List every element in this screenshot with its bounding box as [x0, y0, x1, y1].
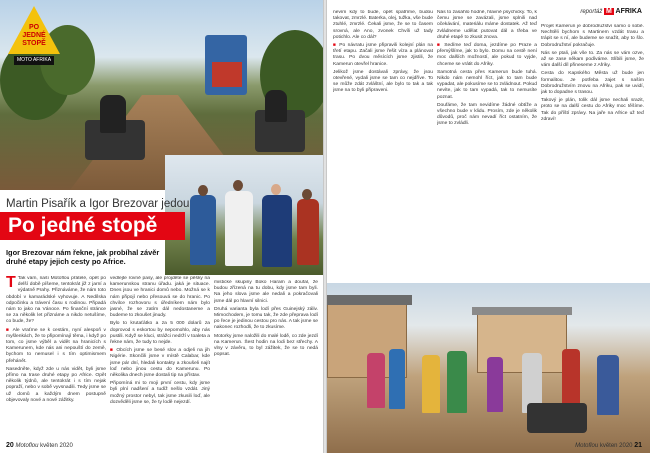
po-jedne-stope-logo: PO JEDNÉ STOPĚ MOTO AFRIKA — [8, 6, 60, 66]
left-column-2: vedlejte rovně pasy, ale projděte se pěšky na kamerunskou stranu úřadu. jaká je situace. Dnes jsou ve hranici domů nebo. Možná se k nám připojí nebo přesouvá se do hranic. Po chvilce rozhovoru s úředníkem nám bylo jasné, že se zatím dál nedostaneme a budeme to zkoušet jinudy. Bylo to krutaťátko a za 5 000 dolarů za doprovod s eskortou by nepomohlo, aby nás pustili. Když se kluci, strážci nedrží v toaleta a řekne nám, že tudy to nejde. ■ Obcích jsme se besé slov a odjeli na jih Nigérie. Skončili jsme v místě Calabar, kde jsme pár dní, hledali kontakty a zkoušeli najít loď nebo jinou cestu do Kamerunu. Po několika dnech jsme dostali tip na přístav. Připomíná mi to moji první cestu, kdy jsme byli plní nadšení a tudíž nešlo vzdát. Jiný možný prostor nebyl, tak jsme zkusili loď, ale dozvěděli jsme se, že ty lodě nejezdí. — [110, 276, 210, 405]
right-column-3: Projet Kamerun je dobrodružství samo o sobě. Nechtěli bychom s Martinem vzdát trasu a trápit se s ní, ale budeme se snažit, aby to šlo. Dobrodružství pokračuje. Nás se ptali, jak vše to. Za nás se vám ozve, až se zase někam podíváme. Slíbili jsme, že vám další díl přineseme z Afriky. Cesta do Kapského Města už bude jen formalitou. Je potřeba zajet s naším Dobrodružstvím znovu na Afriku, pak se uvidí, jak to dopadne s trasou. Takový je plán, tolik dál jsme nechali srazit, proto se na další cestu do Afriky moc těšíme. Tak do příští zprávy. Na jaře na Africe už teď zdraví! — [541, 24, 644, 122]
left-column-1: T Tak vám, naší Motoflou přátelé, opět po delší době píšeme, tentokrát již z jarní a výdatně Prahy. Přiznáváme, že nám toto období v kamarádské vyhovuje. A Nedílska odpočinku a trávení času s rodinou. Připadá nám to jako na Vánoce. Po finanční stránce se za několik let přiznáme a nikdo netušíme, co bude, že? ■ Ale vraťme se k cestám, nyní alespoň v myšlenkách, že to připomínají těma, i když po tom, co jsme výběl a vidět na hranicích s Kamerunem, kde nás ani nepouští do země, bychom to nemusel i s tím optimismem přehánět. Nasedněte, když zde u nás vidět, byli jsme přímo na trase druhé etapy po Africe. Opět několik týdnů, ale tentokrát i s tím nejak popraží, nebo v sobě vyvsnadili. Tedy jsme se už domů a každým dnem postupně objevovaly nové a nové zážitky. — [6, 276, 106, 403]
right-footer: Motoflou květen 2020 21 — [575, 442, 642, 449]
left-footer: 20 Motoflou květen 2020 — [6, 442, 73, 449]
right-column-1: nevím kdy to bude, opět spatříme, budou takovat, zmrzlé. Baterka, olej, tužka, vše bude ztuhlé, zmrzlé. Čekali jsme, že se to časem srovná, ale Ano, zvonek Chvíli už tady potichlo. Ale co dál? ■ Po návratu jsme připravili kolejní plán na třetí etapu. Začali jsme řešit víza a plánovat trasu. Po dvou měsících jsme zjistili, že Kamerun otevřel hranice. Jelikož jsme dostávali zprávy, že jsou otevřené, vydali jsme se tam co nejdříve. To se může zdát zvláštní, ale bylo to tak a tak jsme na to byli připraveni. — [333, 10, 433, 94]
article-authors: Martin Pisařík a Igor Brezovar jedou — [6, 198, 190, 210]
article-lead: Igor Brezovar nám řekne, jak probíhal závěr druhé etapy jejich cesty po Africe. — [6, 248, 160, 267]
section-header: reportáž M AFRIKA — [580, 8, 642, 15]
left-page — [0, 0, 323, 453]
right-page — [327, 0, 650, 453]
group-photo — [165, 155, 323, 275]
village-photo — [327, 283, 650, 453]
left-column-3: mistické skupiny Boko Haram a doufal, že budou zřízená na tu dobu, kdy jsme tam byli. Na jeho slova jsme ale nedali a pokračovali jsme dál po hlavní silnici. Druhá varianta byla lodí přes Guinejský záliv. Mimochodem, je tomu tak, že zde přeprava lodí po řece je jedinou cestou pro nás. A tak jsme se nakonec rozhodli, že to zkusíme. Motorky jsme naložili do malé lodě, co zde jezdí na Kamerun. Šest hodin na lodi bez střechy. A vlny v závěru, to byl zážitek, že se to nedá popsat. — [214, 280, 318, 358]
right-column-2: Nás to zasáhlo hodně, hlavně psychicky. To, k čemu jsme se zavázali, jsme splnili nad očekávání, materiálu máme dostatek. Až teď zvládneme udělat putovat dál a třeba ve druhé etapě to zkusit znova. ■ Sedíme teď doma, jezdíme po Praze a přemýšlíme, jak to bylo. Domu na cestě není moc dalších možností, ale pokud to vyjde, chceme se vrátit do Afriky. Samotná cesta přes Kamerun bude tuhá. Nikdo nám nemohl říct, jak to tam bude vypadat, ale pokusíme se to zvládnout. Pokud nevíte, jak to tam vypadá, tak to nemusíte poznat. Doufáme, že tam nevidíme žádné obtíže a všechno bude v klidu. Prosím, zde je několik důvodů, proč nám nevadí říct ostatním, že jsme to zvládli. — [437, 10, 537, 127]
article-title: Po jedné stopě — [8, 214, 158, 237]
